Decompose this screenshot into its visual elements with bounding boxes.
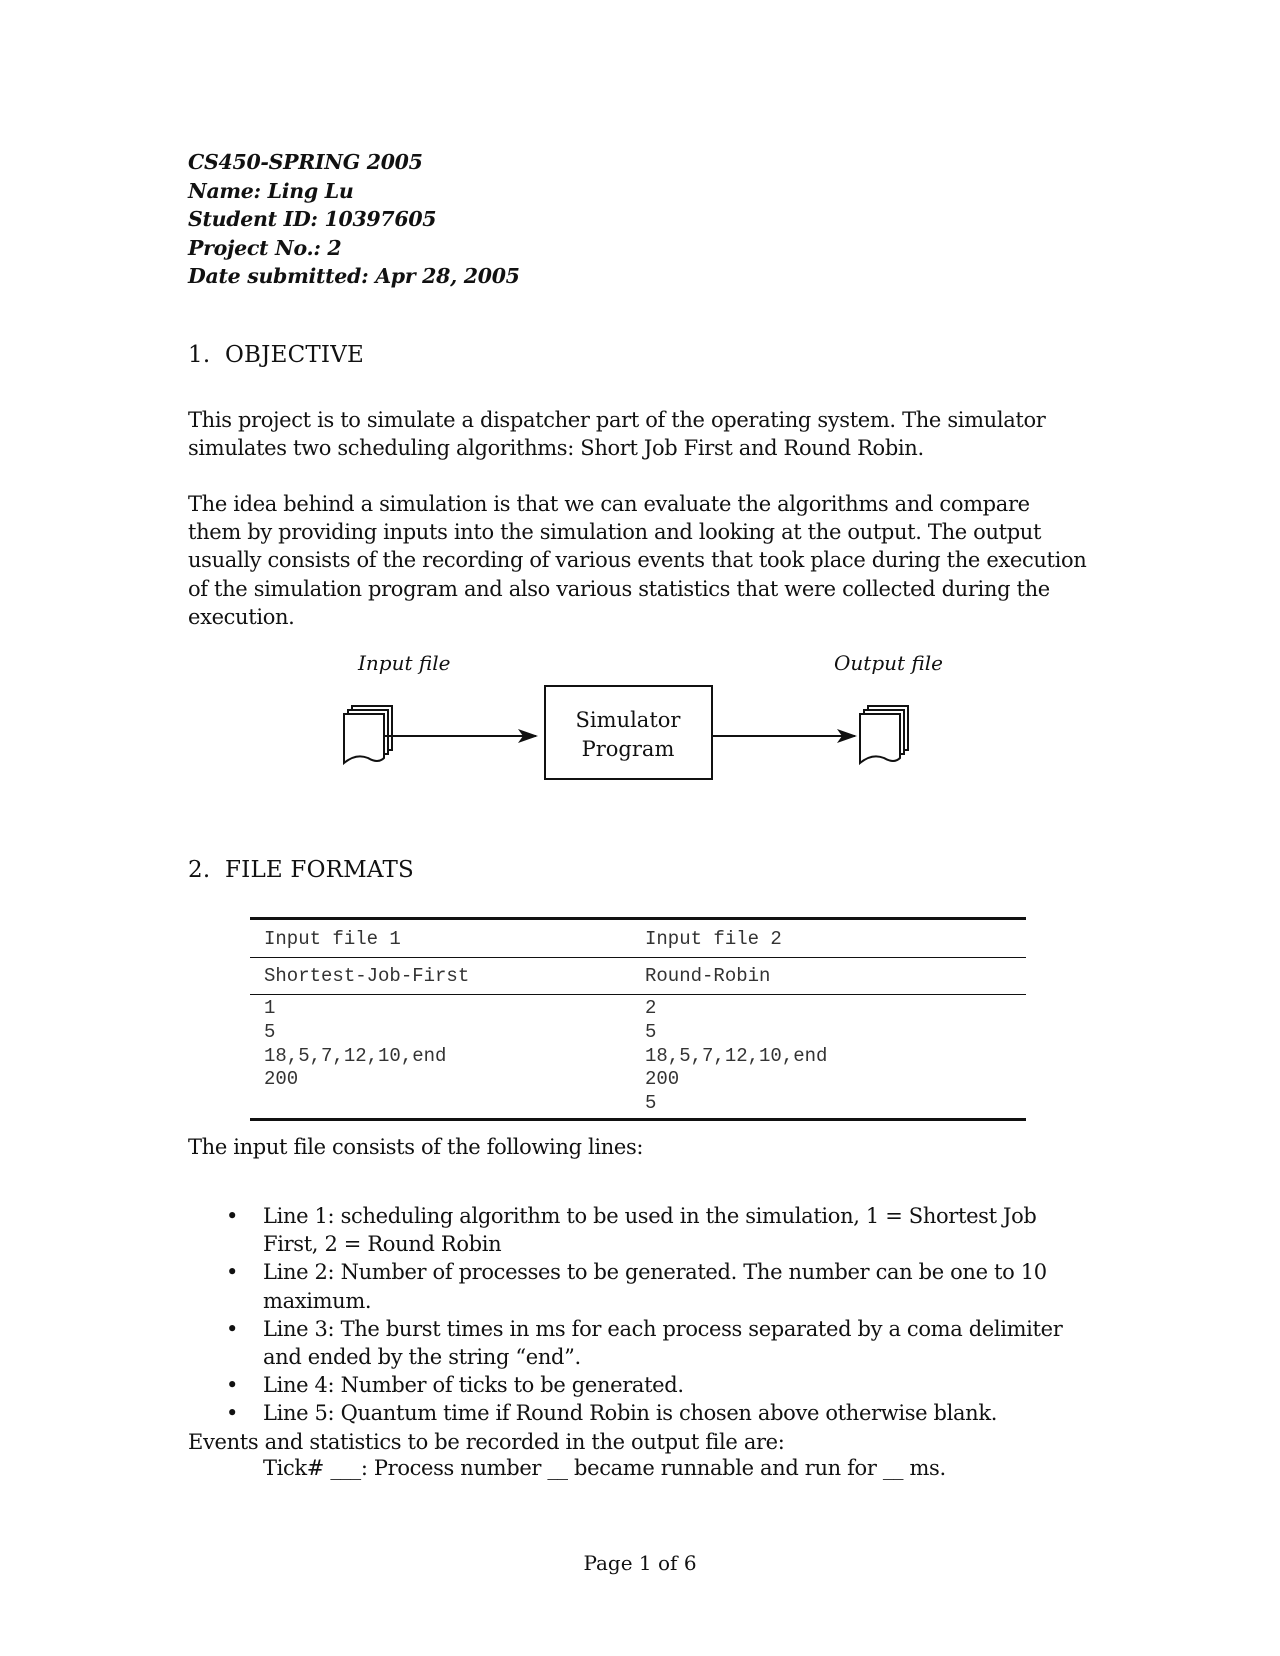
output-file-label: Output file <box>834 651 943 675</box>
list-item <box>188 1371 1088 1399</box>
section-1-number: 1. <box>188 342 211 368</box>
list-item-text: Line 4: Number of ticks to be generated. <box>263 1373 684 1398</box>
output-arrow <box>712 729 857 743</box>
file-line: 200 <box>264 1068 299 1091</box>
project-number: Project No.: 2 <box>188 235 342 260</box>
bullet-icon: • <box>226 1316 239 1341</box>
output-file-icon <box>860 706 908 763</box>
input-file-1-contents <box>250 995 631 1120</box>
box-label-line-1: Simulator <box>575 708 681 732</box>
list-item <box>188 1315 1088 1371</box>
list-item-text: Line 2: Number of processes to be generated. The number can be one to 10 maximum. <box>263 1260 1047 1313</box>
student-name: Name: Ling Lu <box>188 178 354 203</box>
section-2-title: FILE FORMATS <box>225 857 414 883</box>
section-1-heading <box>188 342 364 368</box>
list-item-text: Line 1: scheduling algorithm to be used in the simulation, 1 = Shortest Job First, 2 = Round Robin <box>263 1204 1037 1257</box>
input-file-2-contents <box>631 995 1026 1120</box>
course-title: CS450-SPRING 2005 <box>188 150 423 174</box>
simulator-program-box <box>545 686 712 779</box>
file-line: 1 <box>264 997 276 1019</box>
list-item <box>188 1258 1088 1314</box>
events-format-line: Tick# ___: Process number __ became runnable and run for __ ms. <box>263 1456 946 1480</box>
list-item <box>188 1399 1088 1427</box>
bullet-icon: • <box>226 1204 239 1228</box>
table-header-cell: Input file 2 <box>631 919 1026 958</box>
input-file-label: Input file <box>358 651 451 675</box>
page-number: Page 1 of 6 <box>583 1551 697 1575</box>
section-1-title: OBJECTIVE <box>225 342 364 368</box>
table-row <box>250 995 1026 1120</box>
list-item-text: Line 5: Quantum time if Round Robin is chosen above otherwise blank. <box>263 1401 998 1426</box>
algorithm-name-cell: Shortest-Job-First <box>250 958 631 995</box>
table-header-row <box>250 919 1026 958</box>
section-2-number: 2. <box>188 857 211 883</box>
input-lines-list <box>188 1202 1088 1428</box>
file-line: 5 <box>645 1020 657 1043</box>
file-line: 18,5,7,12,10,end <box>264 1044 447 1067</box>
events-intro: Events and statistics to be recorded in the output file are: <box>188 1430 785 1454</box>
section-2-heading <box>188 857 414 883</box>
file-line: 2 <box>645 997 657 1019</box>
list-item-text: Line 3: The burst times in ms for each process separated by a coma delimiter and ended by the string “end”. <box>263 1316 1063 1370</box>
objective-paragraph-2: The idea behind a simulation is that we can evaluate the algorithms and compare them by providing inputs into the simulation and looking at the output. The output usually consists of the recording of various events that took place during the execution of the simulation program and also various statistics that were collected during the execution. <box>188 492 1087 629</box>
bullet-icon: • <box>226 1373 239 1398</box>
student-id: Student ID: 10397605 <box>188 207 437 231</box>
list-item <box>188 1202 1088 1258</box>
box-label-line-2: Program <box>581 737 675 761</box>
simulator-diagram <box>320 650 960 800</box>
diagram-svg <box>320 650 960 800</box>
bullet-icon: • <box>226 1260 239 1285</box>
file-line: 5 <box>264 1020 276 1043</box>
bullet-icon: • <box>226 1401 239 1426</box>
input-file-intro: The input file consists of the following lines: <box>188 1135 644 1159</box>
input-arrow <box>384 729 538 743</box>
date-submitted: Date submitted: Apr 28, 2005 <box>188 264 520 288</box>
file-line: 18,5,7,12,10,end <box>645 1044 828 1067</box>
file-line: 200 <box>645 1068 680 1091</box>
algorithm-name-cell: Round-Robin <box>631 958 1026 995</box>
input-file-icon <box>344 706 392 763</box>
file-line: 5 <box>645 1092 657 1115</box>
objective-paragraph-1: This project is to simulate a dispatcher part of the operating system. The simulator simulates two scheduling algorithms: Short Job First and Round Robin. <box>188 408 1046 461</box>
document-header <box>188 148 520 291</box>
table-header-cell: Input file 1 <box>250 919 631 958</box>
table-row <box>250 958 1026 995</box>
file-format-table <box>250 917 1026 1121</box>
